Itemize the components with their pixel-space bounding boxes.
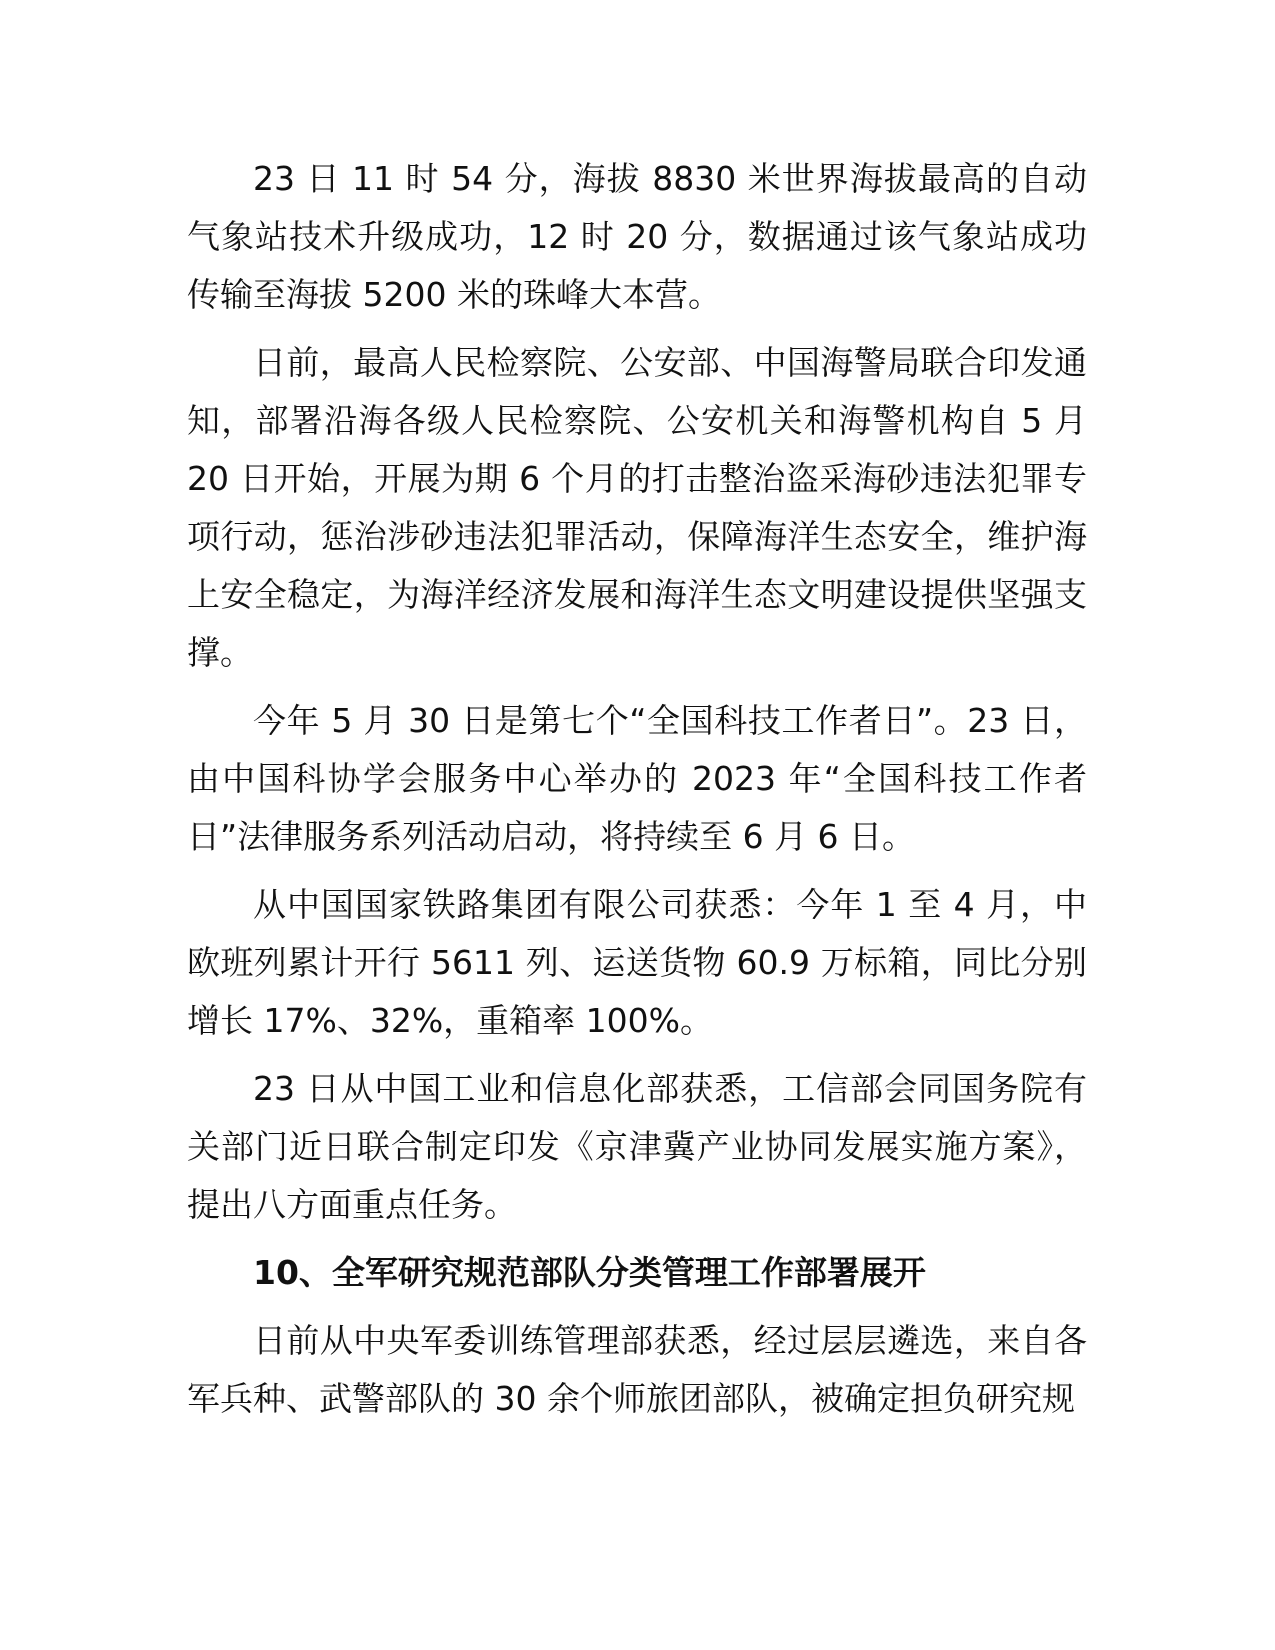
section-heading: 10、全军研究规范部队分类管理工作部署展开 bbox=[253, 1253, 926, 1292]
paragraph-china-europe-railway: 从中国国家铁路集团有限公司获悉：今年 1 至 4 月，中欧班列累计开行 5611 列、运送货物 60.9 万标箱，同比分别增长 17%、32%，重箱率 100%。 bbox=[187, 885, 1087, 1040]
paragraph-military-management: 日前从中央军委训练管理部获悉，经过层层遴选，来自各军兵种、武警部队的 30 余个师旅团部队，被确定担负研究规 bbox=[187, 1321, 1087, 1418]
paragraph-sea-sand-campaign: 日前，最高人民检察院、公安部、中国海警局联合印发通知，部署沿海各级人民检察院、公安机关和海警机构自 5 月 20 日开始，开展为期 6 个月的打击整治盗采海砂违法犯罪专项行动，惩治涉砂违法犯罪活动，保障海洋生态安全，维护海上安全稳定，为海洋经济发展和海洋生态文明建设提供坚强支撑。 bbox=[187, 343, 1087, 672]
document-body bbox=[187, 150, 1087, 1438]
paragraph-jingjinji-plan: 23 日从中国工业和信息化部获悉，工信部会同国务院有关部门近日联合制定印发《京津冀产业协同发展实施方案》，提出八方面重点任务。 bbox=[187, 1069, 1087, 1224]
paragraph-weather-station: 23 日 11 时 54 分，海拔 8830 米世界海拔最高的自动气象站技术升级成功，12 时 20 分，数据通过该气象站成功传输至海拔 5200 米的珠峰大本营。 bbox=[187, 159, 1087, 314]
paragraph-science-workers-day: 今年 5 月 30 日是第七个“全国科技工作者日”。23 日，由中国科协学会服务中心举办的 2023 年“全国科技工作者日”法律服务系列活动启动，将持续至 6 月 6 日。 bbox=[187, 701, 1087, 856]
